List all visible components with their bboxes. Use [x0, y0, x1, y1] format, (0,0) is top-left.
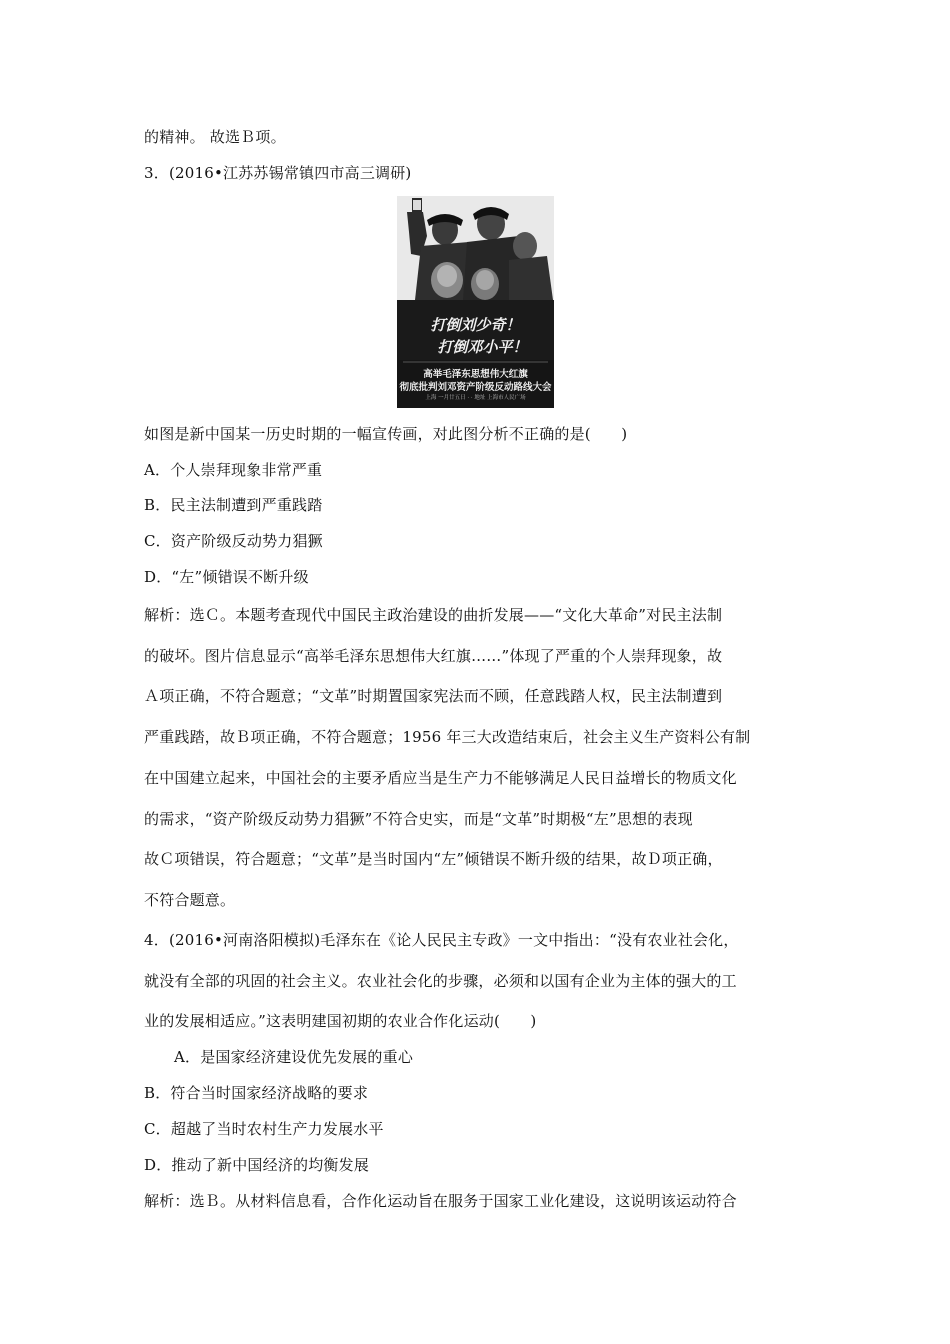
question-4-stem: 就没有全部的巩固的社会主义。农业社会化的步骤，必须和以国有企业为主体的强大的工	[144, 972, 737, 990]
option-d: D．“左”倾错误不断升级	[144, 568, 309, 586]
analysis-line: 故Ｃ项错误，符合题意；“文革”是当时国内“左”倾错误不断升级的结果，故Ｄ项正确，	[144, 850, 723, 868]
poster-caption-3: 上海 一月廿五日 · · 地址 上海市人民广场	[425, 395, 526, 401]
poster-caption-1: 高举毛泽东思想伟大红旗	[423, 369, 528, 380]
analysis-line: 严重践踏，故Ｂ项正确，不符合题意；1956 年三大改造结束后，社会主义生产资料公有制	[144, 728, 751, 746]
analysis-line: 的破坏。图片信息显示“高举毛泽东思想伟大红旗……”体现了严重的个人崇拜现象，故	[144, 647, 723, 665]
option-a: A．个人崇拜现象非常严重	[144, 461, 323, 479]
analysis-line: 在中国建立起来，中国社会的主要矛盾应当是生产力不能够满足人民日益增长的物质文化	[144, 769, 737, 787]
question-3-stem: 如图是新中国某一历史时期的一幅宣传画，对此图分析不正确的是( )	[144, 425, 628, 443]
option-d: D．推动了新中国经济的均衡发展	[144, 1156, 370, 1174]
analysis-line: 解析：选Ｂ。从材料信息看，合作化运动旨在服务于国家工业化建设，这说明该运动符合	[144, 1192, 737, 1210]
question-4-stem: 4．(2016•河南洛阳模拟)毛泽东在《论人民民主专政》一文中指出：“没有农业社会化，	[144, 931, 739, 949]
propaganda-poster-image	[397, 196, 554, 408]
option-a: A．是国家经济建设优先发展的重心	[174, 1048, 414, 1066]
poster-slogan-1: 打倒刘少奇！	[430, 316, 521, 334]
analysis-line: Ａ项正确，不符合题意；“文革”时期置国家宪法而不顾，任意践踏人权，民主法制遭到	[144, 687, 723, 705]
option-c: C．资产阶级反动势力猖獗	[144, 532, 323, 550]
option-b: B．符合当时国家经济战略的要求	[144, 1084, 369, 1102]
poster-caption-2: 彻底批判刘邓资产阶级反动路线大会	[399, 382, 552, 393]
poster-slogan-2: 打倒邓小平！	[437, 338, 528, 356]
option-b: B．民主法制遭到严重践踏	[144, 496, 323, 514]
option-c: C．超越了当时农村生产力发展水平	[144, 1120, 384, 1138]
analysis-line: 解析：选Ｃ。本题考查现代中国民主政治建设的曲折发展——“文化大革命”对民主法制	[144, 606, 723, 624]
text-line: 的精神。 故选Ｂ项。	[144, 128, 286, 146]
analysis-line: 的需求，“资产阶级反动势力猖獗”不符合史实，而是“文革”时期极“左”思想的表现	[144, 810, 693, 828]
question-4-stem: 业的发展相适应。”这表明建国初期的农业合作化运动( )	[144, 1012, 537, 1030]
question-3-heading: 3．(2016•江苏苏锡常镇四市高三调研)	[144, 164, 412, 182]
analysis-line: 不符合题意。	[144, 891, 236, 909]
